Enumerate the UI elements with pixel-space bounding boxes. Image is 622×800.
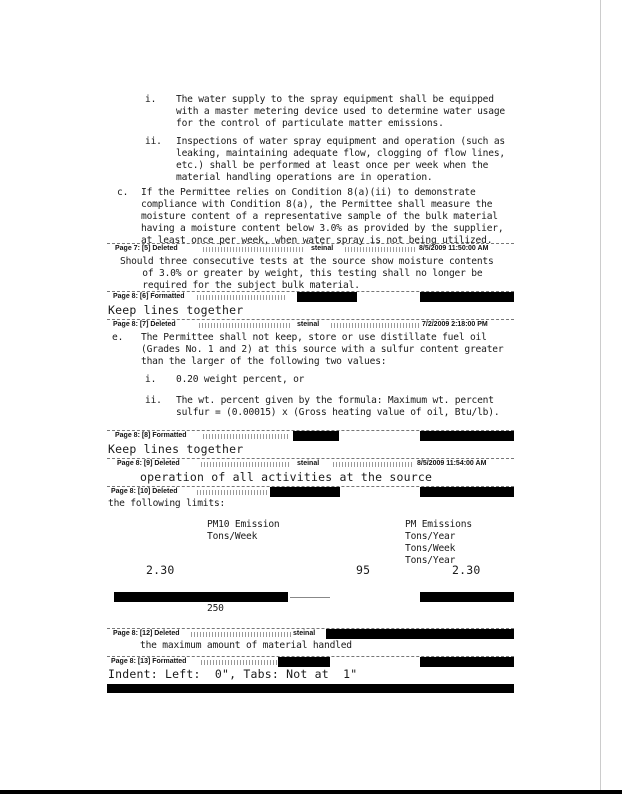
comment-label-7: Page 8: [7] Deleted xyxy=(113,321,176,328)
following-limits-text: the following limits: xyxy=(108,498,226,509)
comment-label-5: Page 7: [5] Deleted xyxy=(115,245,178,252)
pm10-header: PM10 Emission Tons/Week xyxy=(207,519,280,542)
limit-value-1: 2.30 xyxy=(146,563,175,577)
item-e2-text: The wt. percent given by the formula: Maximum wt. percent sulfur = (0.00015) x (Gross heating value of oil, Btu/lb). xyxy=(176,395,500,418)
comment-author-7: steinal xyxy=(297,321,320,328)
comment-label-9: Page 8: [9] Deleted xyxy=(117,460,180,467)
should-text: Should three consecutive tests at the source show moisture contents of 3.0% or greater by weight, this testing shall no longer be required for the subject bulk material. xyxy=(120,256,494,291)
comment-bar-7 xyxy=(107,319,514,331)
redaction-box xyxy=(270,487,340,497)
comment-label-13: Page 8: [13] Formatted xyxy=(111,658,187,665)
comment-noise xyxy=(201,660,281,665)
redaction-box xyxy=(297,292,357,302)
keep-lines-together-2: Keep lines together xyxy=(108,442,244,456)
comment-noise xyxy=(197,490,267,495)
comment-author-12: steinal xyxy=(293,630,316,637)
item-ii-text: Inspections of water spray equipment and operation (such as leaking, maintaining adequate flow, clogging of flow lines, etc.) shall be performed at least once per week when the material handling operations are in operation. xyxy=(176,136,505,183)
comment-author-5: steinal xyxy=(311,245,334,252)
pm-header: PM Emissions Tons/Year Tons/Week Tons/Year xyxy=(405,519,472,566)
comment-label-6: Page 8: [6] Formatted xyxy=(113,293,185,300)
item-c-marker: c. xyxy=(117,187,129,198)
comment-date-9: 8/5/2009 11:54:00 AM xyxy=(417,460,487,467)
redaction-box xyxy=(114,592,288,602)
redaction-box xyxy=(420,292,514,302)
comment-bar-9 xyxy=(107,458,514,470)
comment-noise xyxy=(331,323,421,328)
operation-text: operation of all activities at the source xyxy=(140,470,433,484)
redaction-box xyxy=(420,431,514,441)
item-e2-marker: ii. xyxy=(145,395,162,406)
item-e-text: The Permittee shall not keep, store or use distillate fuel oil (Grades No. 1 and 2) at this source with a sulfur content greater than the larger of the following two values: xyxy=(141,332,504,367)
redaction-box xyxy=(326,629,514,639)
comment-noise xyxy=(199,323,291,328)
redaction-box xyxy=(420,487,514,497)
item-ii-marker: ii. xyxy=(145,136,162,147)
item-e-marker: e. xyxy=(112,332,124,343)
comment-noise xyxy=(203,434,289,439)
comment-noise xyxy=(197,295,287,300)
comment-noise xyxy=(333,462,413,467)
redaction-box xyxy=(420,592,514,602)
redaction-box xyxy=(420,657,514,667)
max-material-text: the maximum amount of material handled xyxy=(140,640,352,651)
keep-lines-together-1: Keep lines together xyxy=(108,303,244,317)
comment-noise xyxy=(345,247,415,252)
comment-label-10: Page 8: [10] Deleted xyxy=(111,488,178,495)
comment-label-12: Page 8: [12] Deleted xyxy=(113,630,180,637)
redaction-box xyxy=(278,657,330,667)
comment-date-7: 7/2/2009 2:18:00 PM xyxy=(422,321,488,328)
item-i-marker: i. xyxy=(145,94,157,105)
limit-value-3: 2.30 xyxy=(452,563,481,577)
dashed-rule xyxy=(290,597,330,598)
page-edge-right xyxy=(600,0,601,790)
comment-label-8: Page 8: [8] Formatted xyxy=(115,432,187,439)
page-bottom-edge xyxy=(0,790,622,794)
limit-value-2: 95 xyxy=(356,563,371,577)
limit-value-4: 250 xyxy=(207,603,224,614)
comment-date-5: 8/5/2009 11:50:00 AM xyxy=(419,245,489,252)
comment-noise xyxy=(203,247,303,252)
item-i-text: The water supply to the spray equipment shall be equipped with a master metering device used to determine water usage for the control of particulate matter emissions. xyxy=(176,94,505,129)
comment-author-9: steinal xyxy=(297,460,320,467)
item-c-text: If the Permittee relies on Condition 8(a)(ii) to demonstrate compliance with Condition 8(a), the Permittee shall measure the moisture content of a representative sample of the bulk material having a moisture content below 3.0% as provided by the supplier, at least once per week, when water spray is not being utilized. xyxy=(141,187,504,246)
item-e1-text: 0.20 weight percent, or xyxy=(176,374,305,385)
comment-noise xyxy=(201,462,291,467)
item-e1-marker: i. xyxy=(145,374,157,385)
comment-bar-5 xyxy=(107,243,514,255)
redaction-box xyxy=(293,431,339,441)
indent-format-text: Indent: Left: 0", Tabs: Not at 1" xyxy=(108,667,358,681)
redaction-box xyxy=(107,684,514,693)
comment-noise xyxy=(191,632,291,637)
